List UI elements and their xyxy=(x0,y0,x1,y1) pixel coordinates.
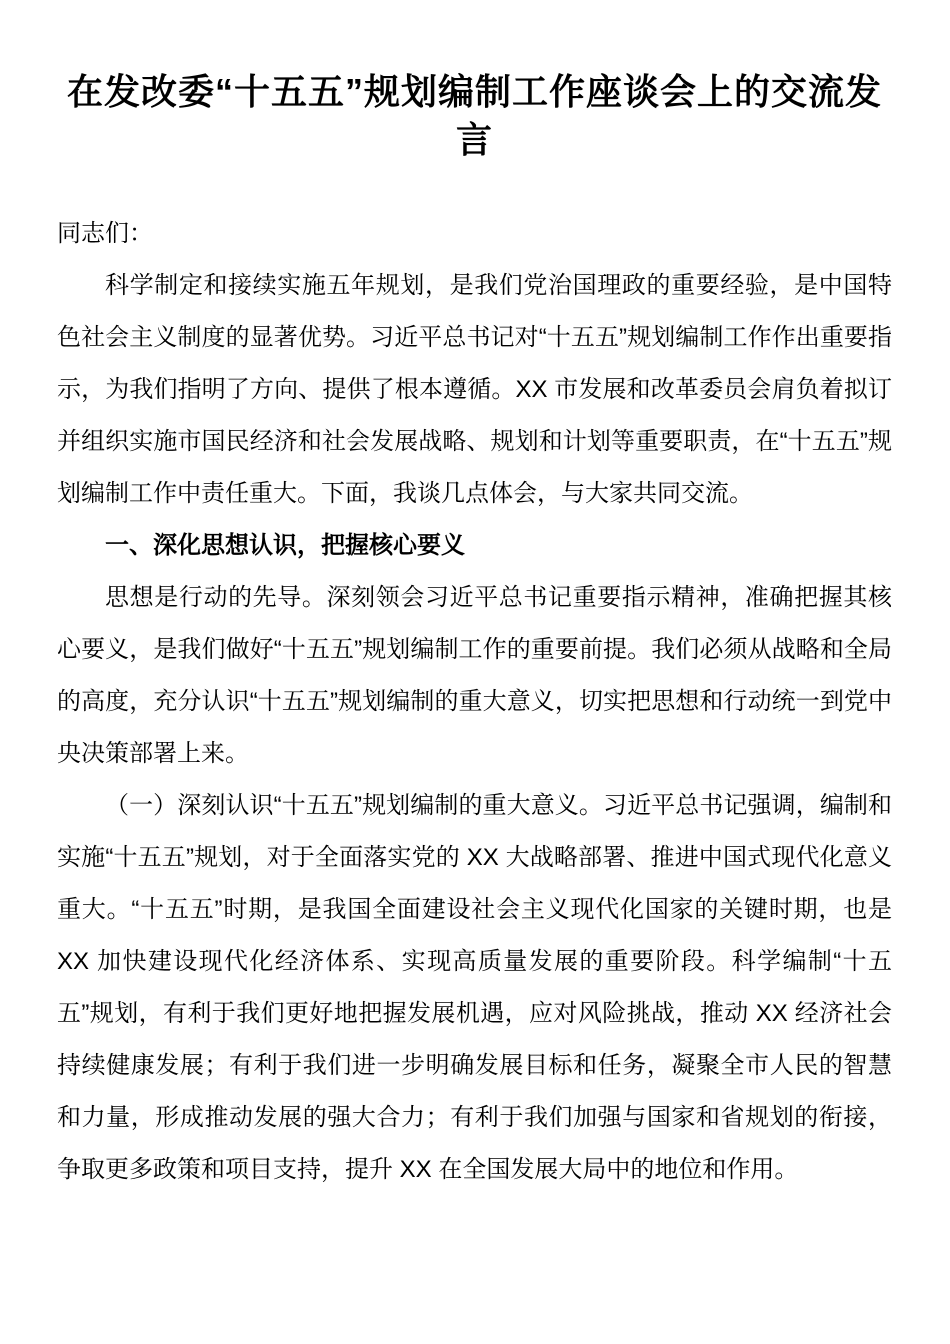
section-1-heading: 一、深化思想认识，把握核心要义 xyxy=(105,532,465,559)
paragraph-section-1-lead: 思想是行动的先导。深刻领会习近平总书记重要指示精神，准确把握其核心要义，是我们做好“十五五”规划编制工作的重要前提。我们必须从战略和全局的高度，充分认识“十五五”规划编制的重大意义，切实把思想和行动统一到党中央决策部署上来。 xyxy=(57,584,892,767)
paragraph-section-1-point-1: （一）深刻认识“十五五”规划编制的重大意义。习近平总书记强调，编制和实施“十五五”规划，对于全面落实党的 XX 大战略部署、推进中国式现代化意义重大。“十五五”时期，是我国全面建设社会主义现代化国家的关键时期，也是 XX 加快建设现代化经济体系、实现高质量发展的重要阶段。科学编制“十五五”规划，有利于我们更好地把握发展机遇，应对风险挑战，推动 XX 经济社会持续健康发展；有利于我们进一步明确发展目标和任务，凝聚全市人民的智慧和力量，形成推动发展的强大合力；有利于我们加强与国家和省规划的衔接，争取更多政策和项目支持，提升 XX 在全国发展大局中的地位和作用。 xyxy=(57,792,892,1183)
paragraph-introduction: 科学制定和接续实施五年规划，是我们党治国理政的重要经验，是中国特色社会主义制度的显著优势。习近平总书记对“十五五”规划编制工作作出重要指示，为我们指明了方向、提供了根本遵循。XX 市发展和改革委员会肩负着拟订并组织实施市国民经济和社会发展战略、规划和计划等重要职责，在“十五五”规划编制工作中责任重大。下面，我谈几点体会，与大家共同交流。 xyxy=(57,272,892,507)
document-title: 在发改委“十五五”规划编制工作座谈会上的交流发言 xyxy=(66,71,882,160)
salutation: 同志们： xyxy=(57,220,153,247)
